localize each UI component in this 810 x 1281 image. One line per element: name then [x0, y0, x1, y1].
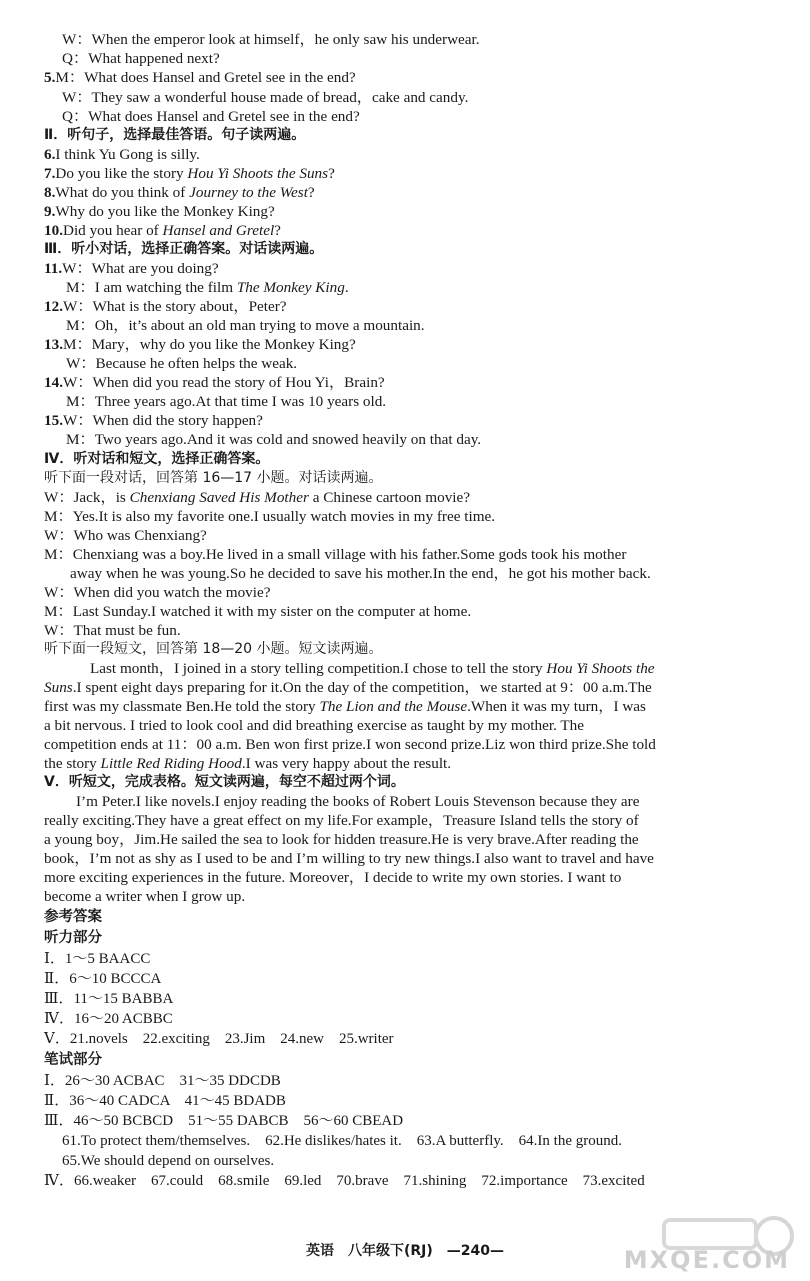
section-heading: Ⅴ．听短文，完成表格。短文读两遍，每空不超过两个词。 — [44, 774, 405, 790]
passage-line: a young boy，Jim.He sailed the sea to look for hidden treasure.He is very brave.After reading the — [44, 831, 639, 848]
question-line: 8.What do you think of Journey to the West? — [44, 184, 315, 201]
text-line: M：Oh，it’s about an old man trying to move a mountain. — [66, 317, 425, 334]
question-line: 13.M：Mary，why do you like the Monkey King? — [44, 336, 356, 353]
question-line: 14.W：When did you read the story of Hou Yi，Brain? — [44, 374, 385, 391]
instruction-line: 听下面一段对话，回答第 16—17 小题。对话读两遍。 — [44, 470, 383, 486]
text-line: W：When did you watch the movie? — [44, 584, 271, 601]
written-heading: 笔试部分 — [44, 1052, 102, 1068]
answer-line: Ⅲ．11～15 BABBA — [44, 991, 174, 1007]
answer-line: Ⅳ．16～20 ACBBC — [44, 1011, 173, 1027]
text-line: Q：What does Hansel and Gretel see in the end? — [62, 108, 360, 125]
text-line: W：Who was Chenxiang? — [44, 527, 207, 544]
answer-line: Ⅴ．21.novels 22.exciting 23.Jim 24.new 25.writer — [44, 1031, 394, 1047]
passage-line: a bit nervous. I tried to look cool and did breathing exercise as taught by my mother. The — [44, 717, 585, 734]
text-line: M：Chenxiang was a boy.He lived in a small village with his father.Some gods took his mother — [44, 546, 627, 563]
passage-line: really exciting.They have a great effect on my life.For example，Treasure Island tells the story of — [44, 812, 639, 829]
section-heading: Ⅳ．听对话和短文，选择正确答案。 — [44, 451, 270, 467]
question-line: 15.W：When did the story happen? — [44, 412, 263, 429]
passage-line: the story Little Red Riding Hood.I was very happy about the result. — [44, 755, 452, 772]
answer-line: 61.To protect them/themselves. 62.He dislikes/hates it. 63.A butterfly. 64.In the ground. — [62, 1133, 622, 1149]
passage-line: Suns.I spent eight days preparing for it.On the day of the competition，we started at 9：00 a.m.The — [44, 679, 652, 696]
answer-line: 65.We should depend on ourselves. — [62, 1153, 275, 1169]
question-line: 5.M：What does Hansel and Gretel see in the end? — [44, 69, 356, 86]
text-line: Q：What happened next? — [62, 50, 220, 67]
question-line: 12.W：What is the story about，Peter? — [44, 298, 287, 315]
answers-heading: 参考答案 — [44, 909, 102, 925]
answer-line: Ⅰ．1～5 BAACC — [44, 951, 151, 967]
text-line: M：Yes.It is also my favorite one.I usually watch movies in my free time. — [44, 508, 496, 525]
passage-line: book，I’m not as shy as I used to be and I’m willing to try new things.I also want to travel and have — [44, 850, 654, 867]
watermark-text: MXQE.COM — [623, 1246, 790, 1274]
passage-line: Last month，I joined in a story telling competition.I chose to tell the story Hou Yi Shoots the — [90, 660, 655, 677]
text-line: away when he was young.So he decided to save his mother.In the end，he got his mother back. — [70, 565, 651, 582]
text-line: M：Last Sunday.I watched it with my sister on the computer at home. — [44, 603, 472, 620]
text-line: M：Three years ago.At that time I was 10 years old. — [66, 393, 387, 410]
text-line: W：When the emperor look at himself，he only saw his underwear. — [62, 31, 480, 48]
instruction-line: 听下面一段短文，回答第 18—20 小题。短文读两遍。 — [44, 641, 383, 657]
answer-line: Ⅳ．66.weaker 67.could 68.smile 69.led 70.brave 71.shining 72.importance 73.excited — [44, 1173, 645, 1189]
answer-line: Ⅱ．6～10 BCCCA — [44, 971, 162, 987]
question-line: 7.Do you like the story Hou Yi Shoots the Suns? — [44, 165, 335, 182]
section-heading: Ⅲ．听小对话，选择正确答案。对话读两遍。 — [44, 241, 324, 257]
text-line: W：Jack，is Chenxiang Saved His Mother a Chinese cartoon movie? — [44, 489, 470, 506]
text-line: W：Because he often helps the weak. — [66, 355, 298, 372]
section-heading: Ⅱ．听句子，选择最佳答语。句子读两遍。 — [44, 127, 306, 143]
answer-line: Ⅲ．46～50 BCBCD 51～55 DABCB 56～60 CBEAD — [44, 1113, 404, 1129]
passage-line: first was my classmate Ben.He told the story The Lion and the Mouse.When it was my turn，I was — [44, 698, 646, 715]
text-line: W：They saw a wonderful house made of bread，cake and candy. — [62, 89, 469, 106]
text-line: M：Two years ago.And it was cold and snowed heavily on that day. — [66, 431, 482, 448]
page-footer: 英语 八年级下(RJ) —240— — [305, 1243, 504, 1259]
question-line: 6.I think Yu Gong is silly. — [44, 146, 200, 163]
answer-line: Ⅰ．26～30 ACBAC 31～35 DDCDB — [44, 1073, 281, 1089]
answer-line: Ⅱ．36～40 CADCA 41～45 BDADB — [44, 1093, 286, 1109]
passage-line: competition ends at 11：00 a.m. Ben won first prize.I won second prize.Liz won third prize.She told — [44, 736, 656, 753]
watermark-logo — [624, 1214, 804, 1276]
question-line: 10.Did you hear of Hansel and Gretel? — [44, 222, 281, 239]
text-line: W：That must be fun. — [44, 622, 181, 639]
passage-line: I’m Peter.I like novels.I enjoy reading the books of Robert Louis Stevenson because they are — [76, 793, 640, 810]
question-line: 9.Why do you like the Monkey King? — [44, 203, 275, 220]
question-line: 11.W：What are you doing? — [44, 260, 219, 277]
passage-line: become a writer when I grow up. — [44, 888, 246, 905]
listening-heading: 听力部分 — [44, 930, 102, 946]
passage-line: more exciting experiences in the future. Moreover，I decide to write my own stories. I want to — [44, 869, 622, 886]
text-line: M：I am watching the film The Monkey King. — [66, 279, 349, 296]
